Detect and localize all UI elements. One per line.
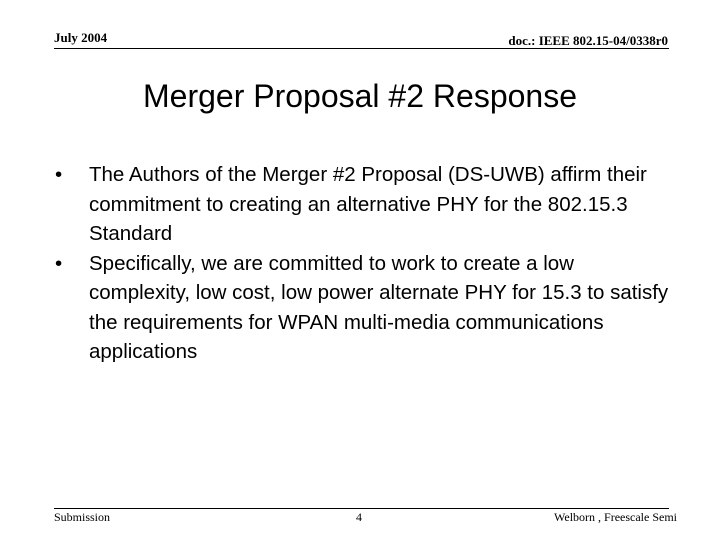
slide-title: Merger Proposal #2 Response [142, 78, 577, 114]
bullet-marker: • [55, 251, 63, 275]
bullet-item [55, 249, 675, 367]
page-number: 4 [356, 510, 362, 524]
footer-divider [54, 508, 669, 509]
footer-submission: Submission [54, 510, 111, 524]
header-doc-id: doc.: IEEE 802.15-04/0338r0 [508, 33, 668, 48]
bullet-text: Specifically, we are committed to work to create a low complexity, low cost, low power alternate PHY for 15.3 to satisfy the requirements for WPAN multi-media communications applications [89, 251, 669, 363]
bullet-item [55, 160, 675, 249]
bullet-text: The Authors of the Merger #2 Proposal (DS-UWB) affirm their commitment to creating an alternative PHY for the 802.15.3 Standard [89, 163, 647, 245]
header-divider [54, 48, 669, 49]
footer-author: Welborn , Freescale Semi [554, 510, 677, 524]
bullet-marker: • [55, 163, 63, 186]
header-date: July 2004 [54, 30, 108, 45]
bullet-list [55, 160, 675, 367]
